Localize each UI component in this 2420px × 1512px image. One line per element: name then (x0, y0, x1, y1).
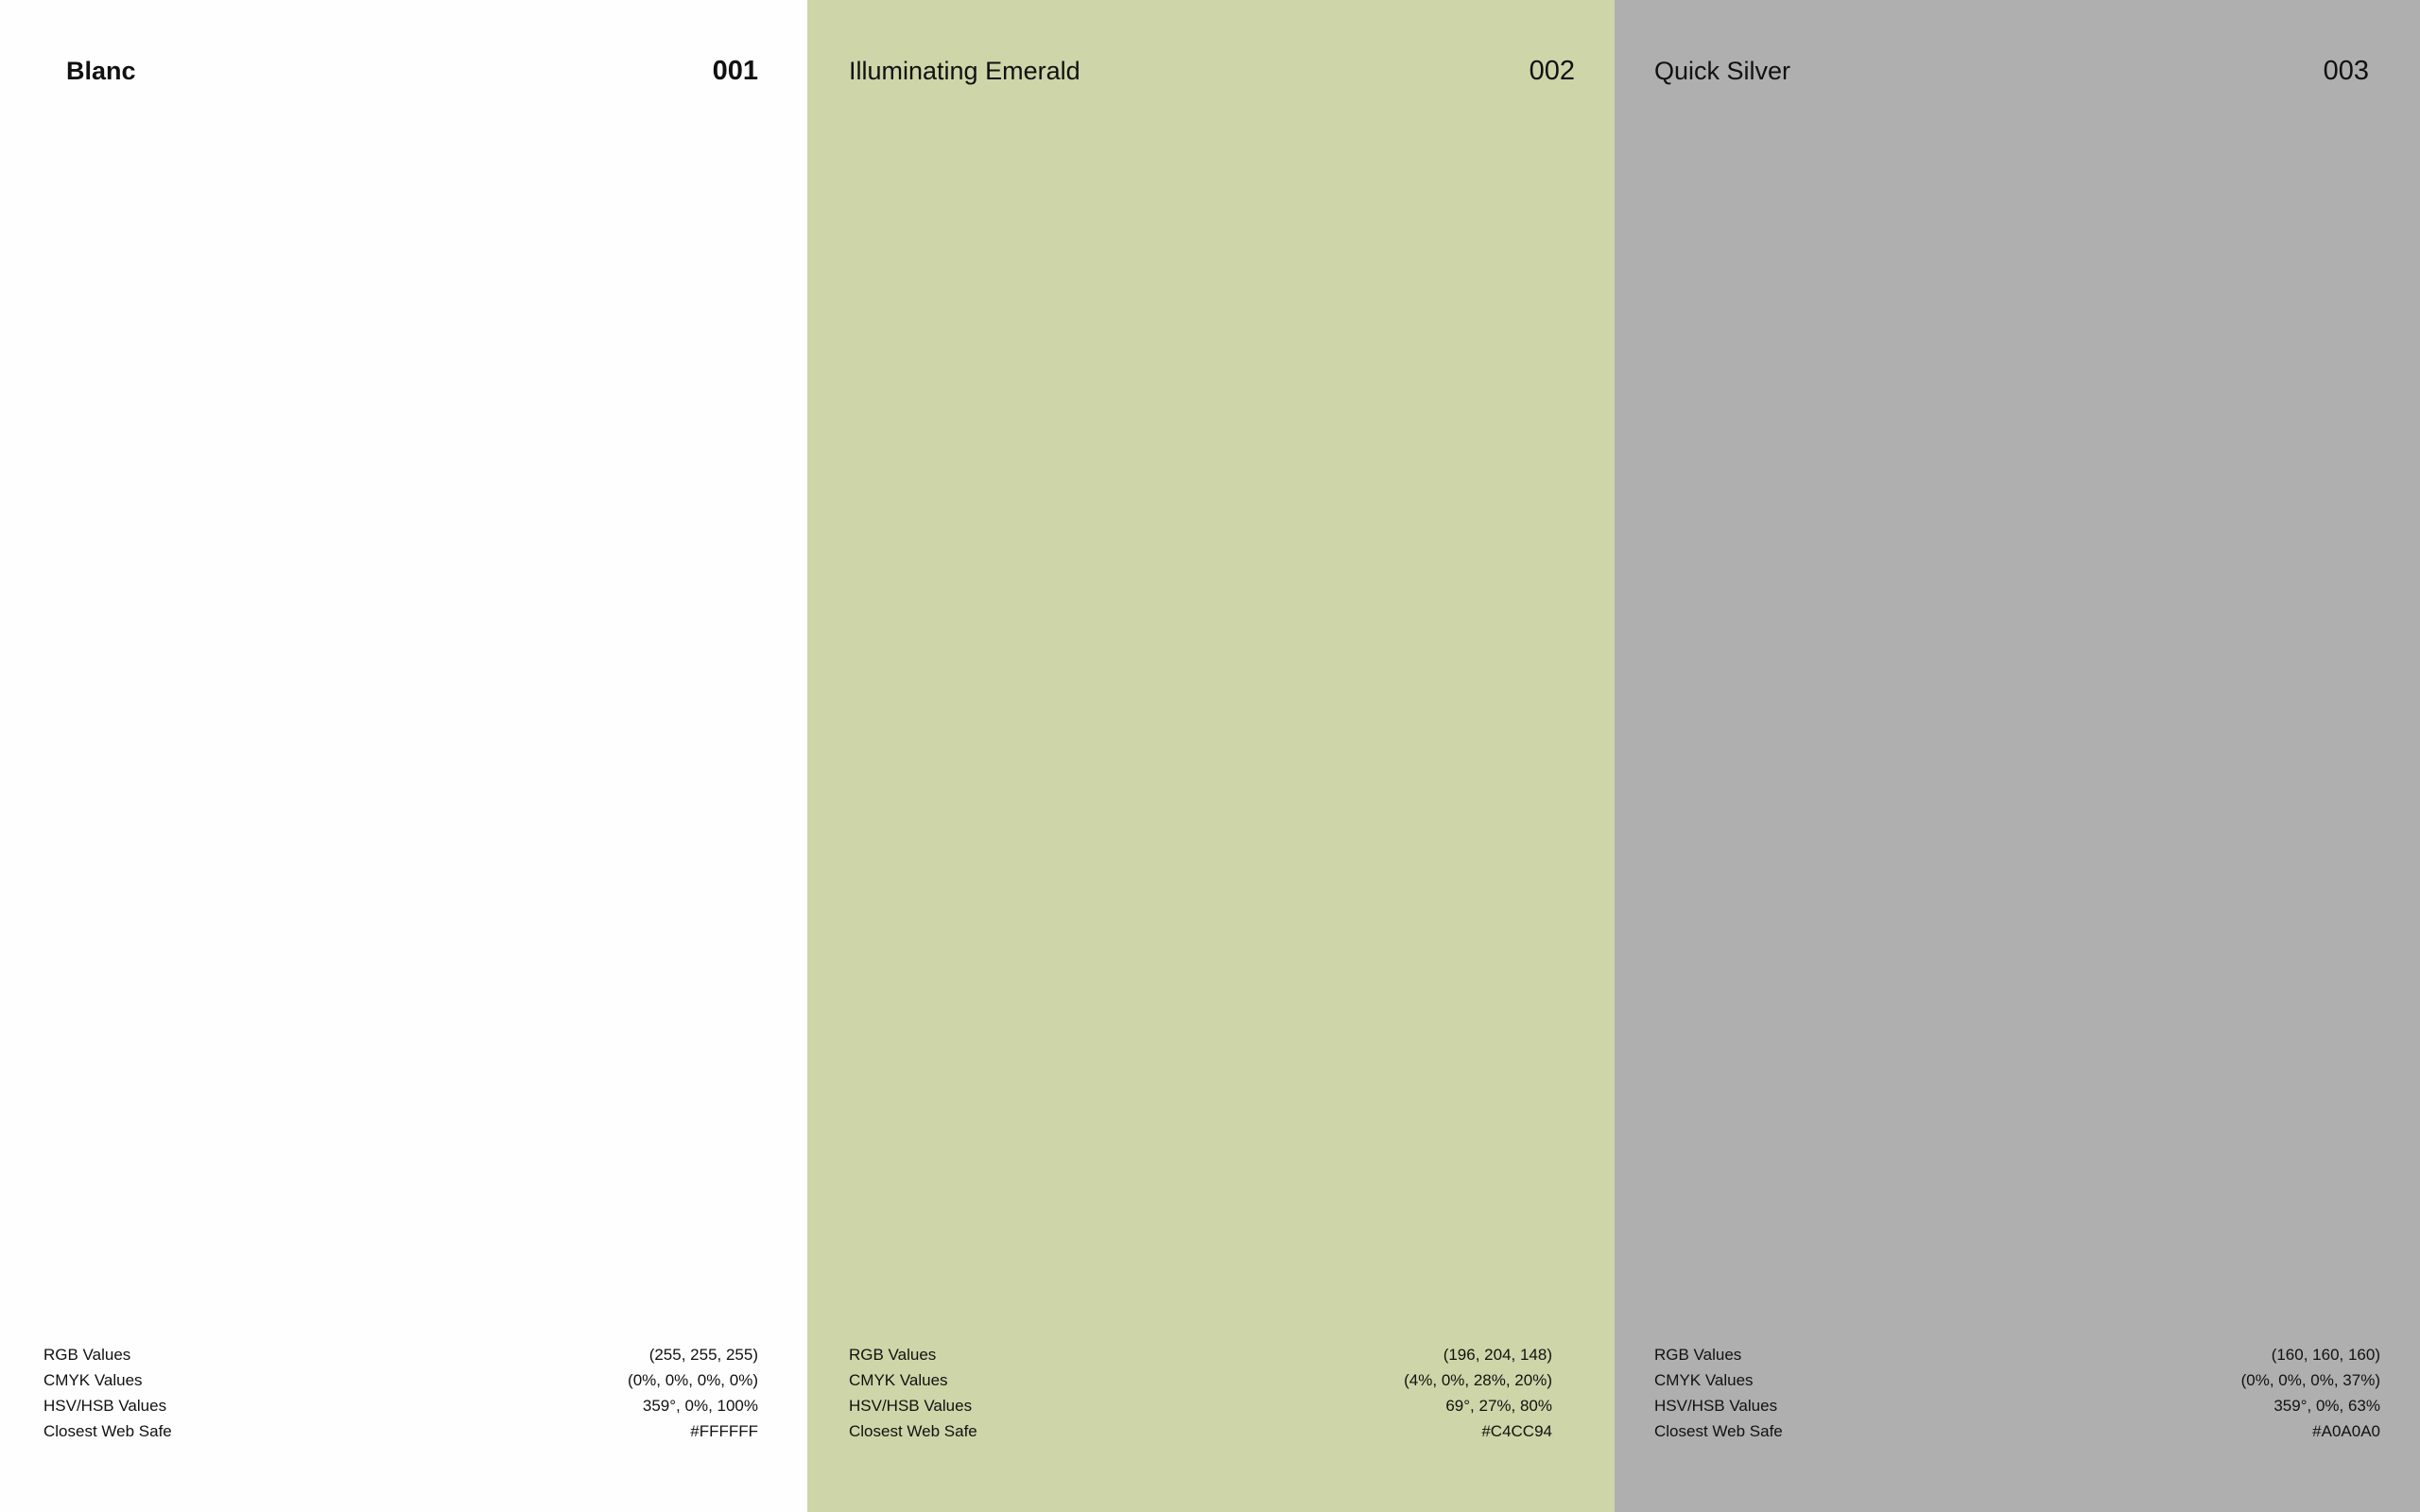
spec-value: (255, 255, 255) (648, 1346, 758, 1364)
spec-label: CMYK Values (849, 1371, 948, 1389)
spec-label: HSV/HSB Values (1654, 1397, 1778, 1415)
spec-row-web-safe (849, 1418, 1552, 1444)
swatch-number: 002 (1529, 56, 1575, 86)
spec-row-rgb (1654, 1342, 2380, 1367)
spec-label: HSV/HSB Values (849, 1397, 973, 1415)
spec-value: 359°, 0%, 100% (642, 1397, 758, 1415)
spec-row-rgb (43, 1342, 758, 1367)
spec-value: #C4CC94 (1481, 1422, 1552, 1440)
swatch-name: Blanc (66, 57, 136, 85)
spec-label: RGB Values (849, 1346, 937, 1364)
spec-row-cmyk (43, 1367, 758, 1393)
spec-row-web-safe (43, 1418, 758, 1444)
spec-row-rgb (849, 1342, 1552, 1367)
spec-label: HSV/HSB Values (43, 1397, 167, 1415)
spec-value: (160, 160, 160) (2271, 1346, 2380, 1364)
spec-row-web-safe (1654, 1418, 2380, 1444)
spec-label: Closest Web Safe (849, 1422, 977, 1440)
swatch-quick-silver (1615, 0, 2420, 1512)
spec-row-hsv (849, 1393, 1552, 1418)
spec-value: (196, 204, 148) (1443, 1346, 1552, 1364)
spec-value: (0%, 0%, 0%, 37%) (2240, 1371, 2380, 1389)
color-specs (43, 1342, 758, 1444)
spec-label: CMYK Values (43, 1371, 143, 1389)
swatch-blanc (0, 0, 807, 1512)
spec-label: CMYK Values (1654, 1371, 1754, 1389)
spec-label: Closest Web Safe (43, 1422, 172, 1440)
spec-value: (0%, 0%, 0%, 0%) (628, 1371, 758, 1389)
swatch-number: 001 (712, 56, 758, 86)
swatch-name: Quick Silver (1654, 57, 1791, 85)
swatch-number: 003 (2323, 56, 2369, 86)
spec-value: (4%, 0%, 28%, 20%) (1404, 1371, 1552, 1389)
spec-label: RGB Values (1654, 1346, 1742, 1364)
swatch-illuminating-emerald (807, 0, 1615, 1512)
spec-value: 359°, 0%, 63% (2273, 1397, 2380, 1415)
spec-value: #FFFFFF (690, 1422, 758, 1440)
color-specs (1654, 1342, 2380, 1444)
spec-value: 69°, 27%, 80% (1445, 1397, 1552, 1415)
spec-row-hsv (1654, 1393, 2380, 1418)
spec-row-hsv (43, 1393, 758, 1418)
swatch-name: Illuminating Emerald (849, 57, 1080, 85)
color-specs (849, 1342, 1552, 1444)
spec-label: RGB Values (43, 1346, 131, 1364)
spec-row-cmyk (849, 1367, 1552, 1393)
spec-row-cmyk (1654, 1367, 2380, 1393)
spec-value: #A0A0A0 (2312, 1422, 2380, 1440)
spec-label: Closest Web Safe (1654, 1422, 1783, 1440)
